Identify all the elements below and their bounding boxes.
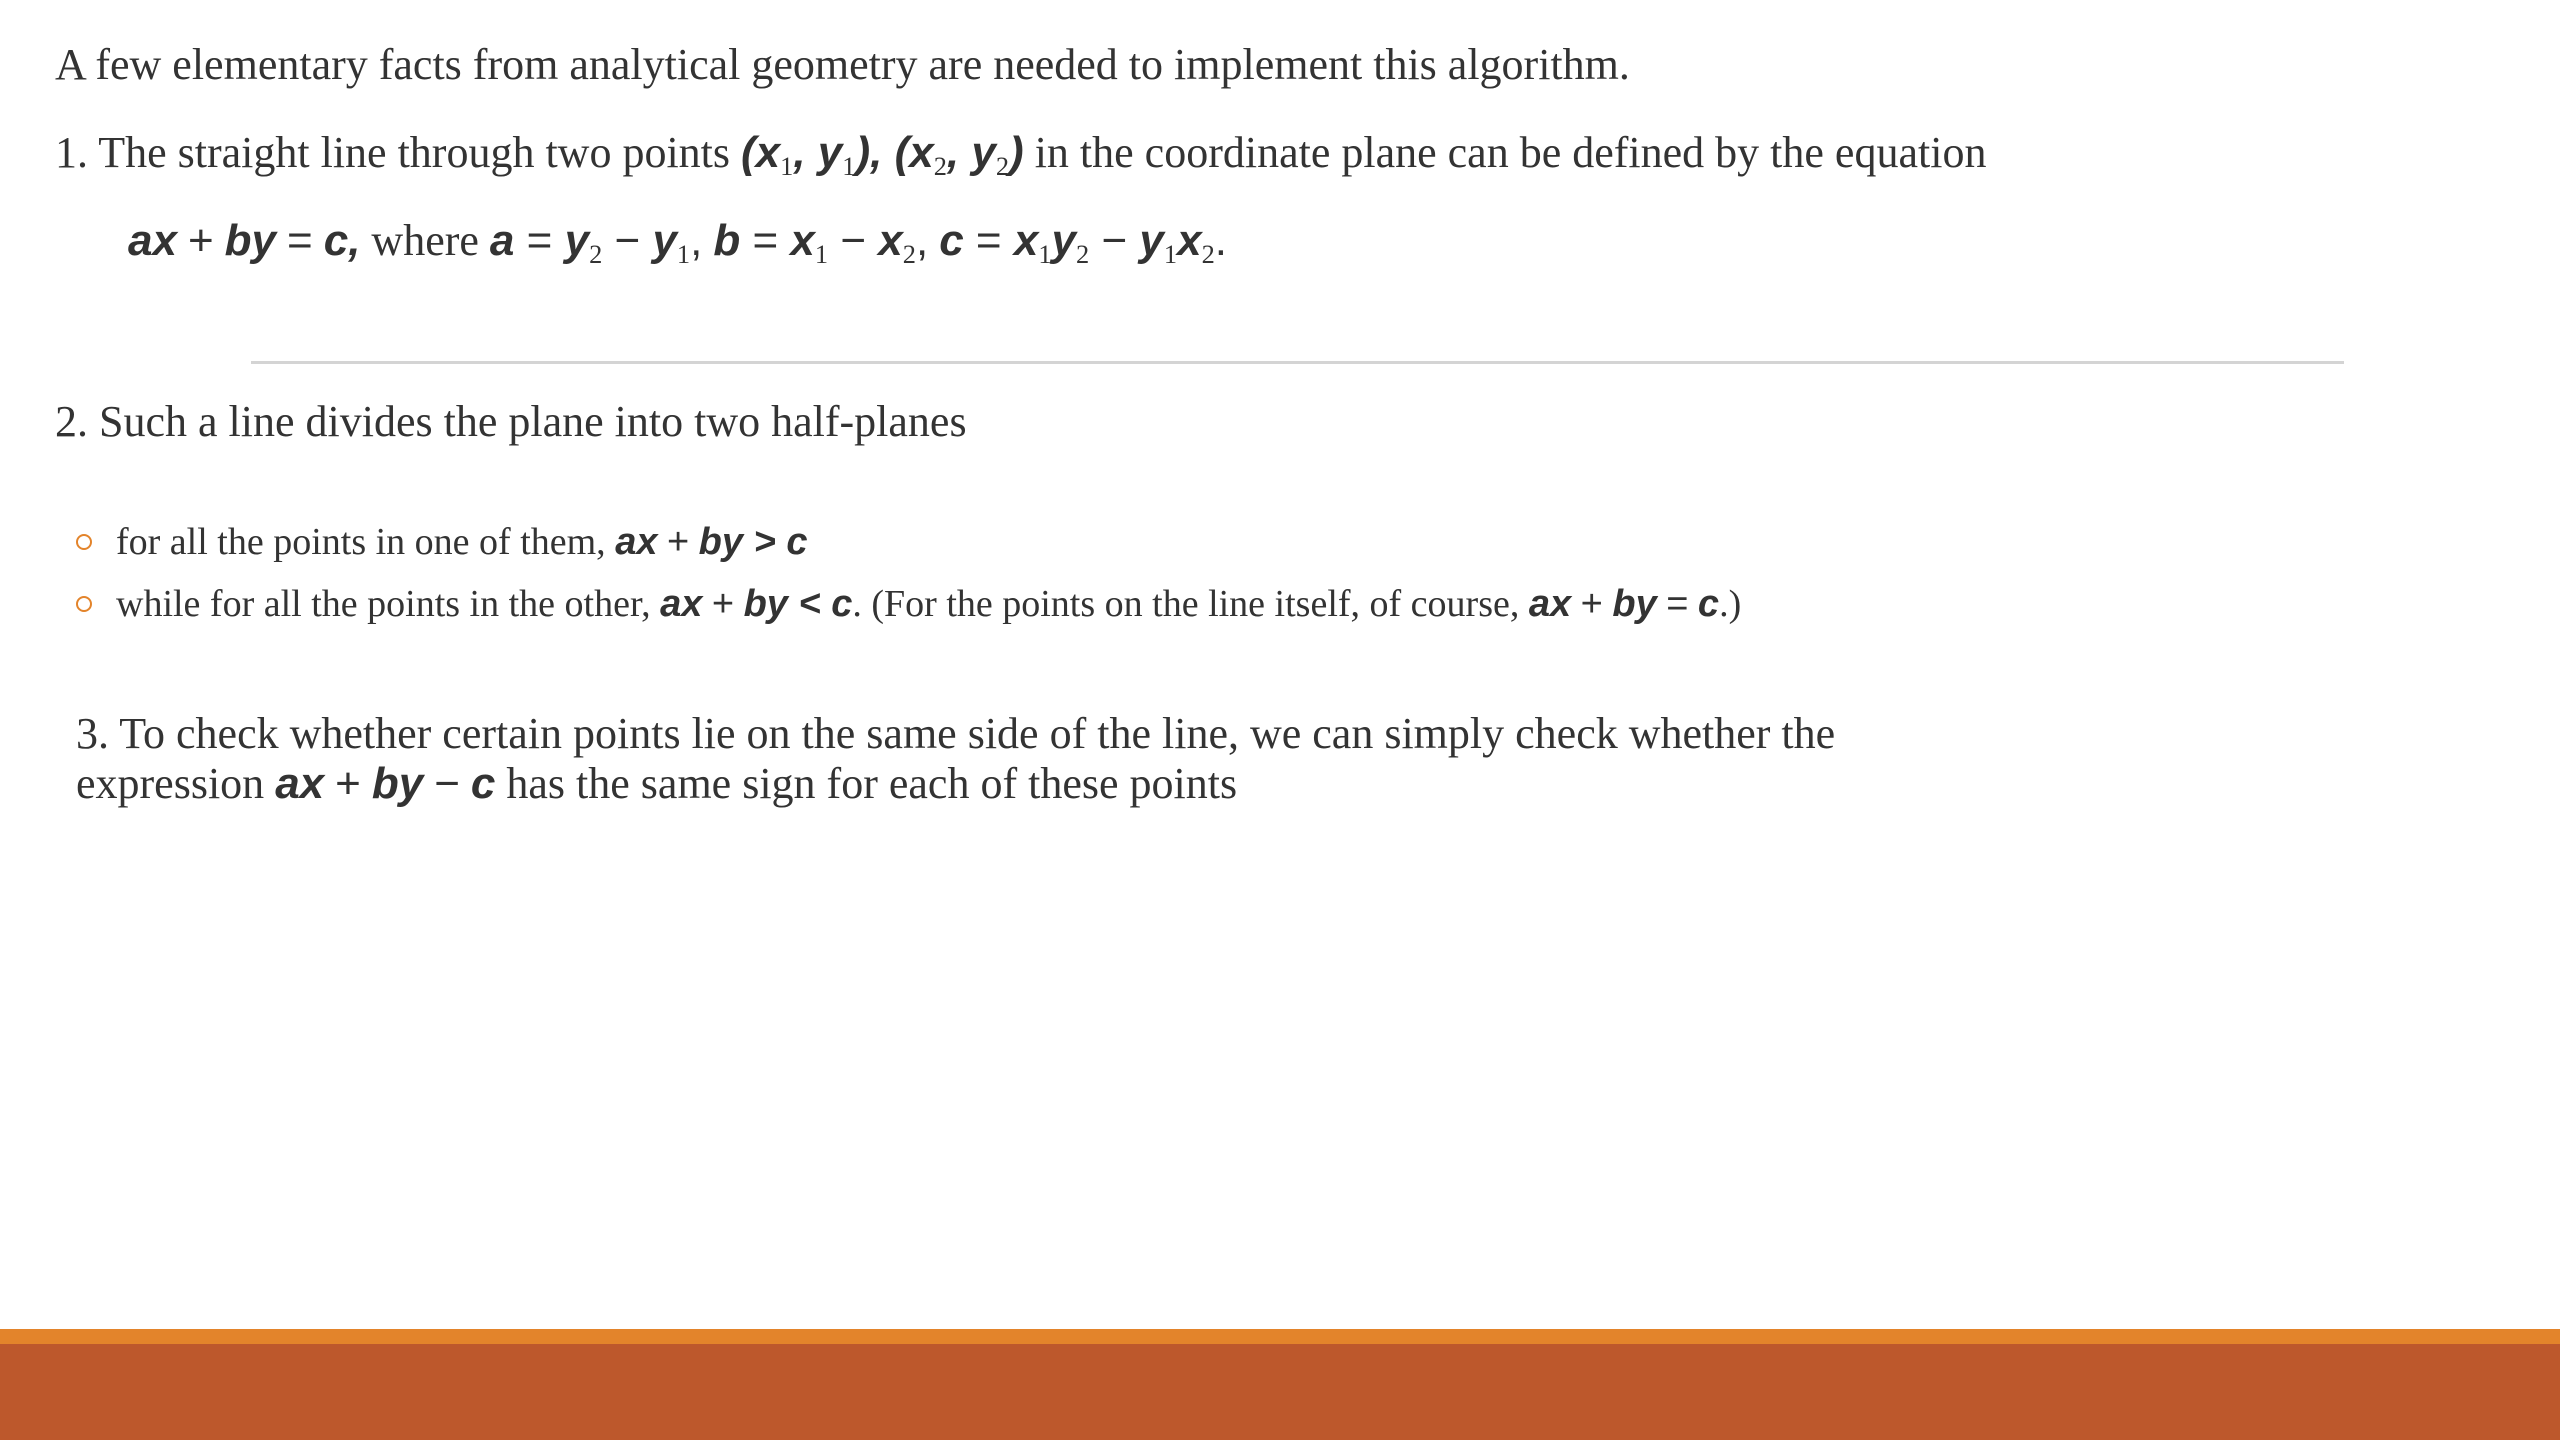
item-1-line	[55, 128, 1987, 181]
item-3-line-1: 3. To check whether certain points lie on the same side of the line, we can simply check whether the	[76, 709, 1836, 758]
line-equation: ax + by = c, where a = y2 − y1, b = x1 − x2, c = x1y2 − y1x2.	[128, 216, 1228, 269]
points-expression: (x1, y1), (x2, y2)	[741, 128, 1024, 181]
where-word: where	[371, 216, 479, 265]
item-1-number: 1.	[55, 128, 88, 177]
footer-bar	[0, 1344, 2560, 1440]
b-definition: b = x1 − x2,	[713, 216, 929, 269]
item-1-text-after: in the coordinate plane can be defined by the equation	[1034, 128, 1987, 177]
item-2-heading: 2. Such a line divides the plane into two half-planes	[55, 397, 967, 446]
bullet-item-2: while for all the points in the other, ax + by < c. (For the points on the line itself, of course, ax + by = c.)	[116, 583, 1742, 625]
bullet-icon	[76, 596, 92, 612]
bullet-icon	[76, 534, 92, 550]
a-definition: a = y2 − y1,	[489, 216, 703, 269]
item-1-text-before: The straight line through two points	[98, 128, 731, 177]
footer-accent-bar	[0, 1329, 2560, 1344]
divider-rule	[251, 361, 2344, 364]
bullet-item-1: for all the points in one of them, ax + by > c	[116, 521, 808, 563]
item-3-line-2: expression ax + by − c has the same sign for each of these points	[76, 759, 1238, 808]
intro-text: A few elementary facts from analytical geometry are needed to implement this algorithm.	[55, 40, 1630, 89]
c-definition: c = x1y2 − y1x2.	[939, 216, 1228, 269]
